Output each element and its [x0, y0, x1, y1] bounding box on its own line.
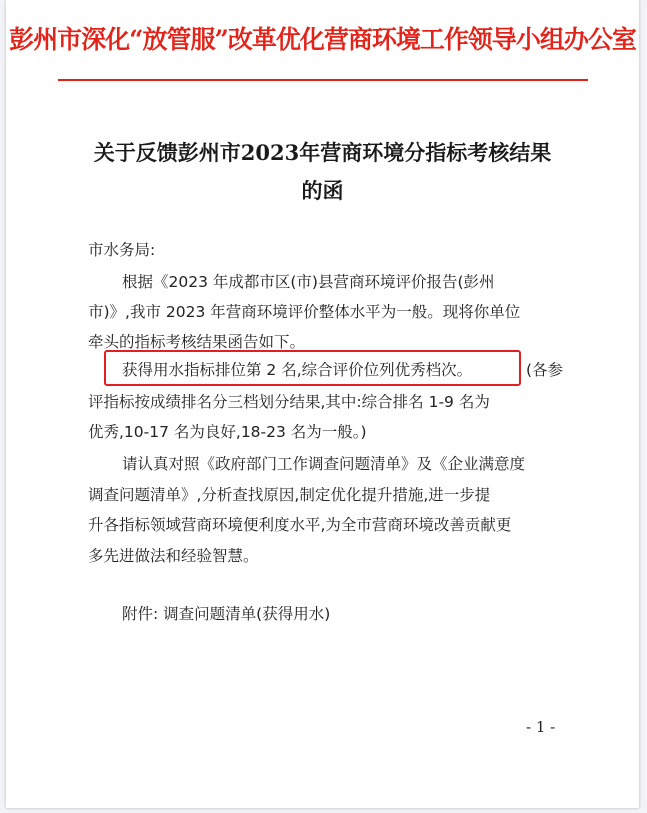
salutation: 市水务局: — [88, 241, 156, 259]
paragraph-3-line-3: 升各指标领域营商环境便利度水平,为全市营商环境改善贡献更 — [88, 516, 512, 534]
paragraph-1-line-1: 根据《2023 年成都市区(市)县营商环境评价报告(彭州 — [122, 273, 495, 291]
paragraph-2-line-2: 评指标按成绩排名分三档划分结果,其中:综合排名 1-9 名为 — [88, 393, 490, 411]
document-title-line-2: 的函 — [301, 178, 344, 203]
page-number: - 1 - — [526, 718, 556, 736]
document-title-line-1: 关于反馈彭州市2023年营商环境分指标考核结果 — [93, 140, 552, 165]
highlighted-result-text: 获得用水指标排位第 2 名,综合评价位列优秀档次。 — [122, 361, 473, 379]
paragraph-2-continuation: (各参 — [526, 361, 564, 379]
paragraph-1-line-3: 牵头的指标考核结果函告如下。 — [88, 333, 306, 351]
header-red-rule — [58, 79, 588, 81]
paragraph-2-line-3: 优秀,10-17 名为良好,18-23 名为一般。) — [88, 423, 367, 441]
paragraph-1-line-2: 市)》,我市 2023 年营商环境评价整体水平为一般。现将你单位 — [88, 303, 521, 321]
attachment-line: 附件: 调查问题清单(获得用水) — [122, 605, 331, 623]
paragraph-3-line-4: 多先进做法和经验智慧。 — [88, 547, 259, 565]
paragraph-3-line-1: 请认真对照《政府部门工作调查问题清单》及《企业满意度 — [122, 455, 526, 473]
document-page — [6, 0, 639, 808]
issuer-header: 彭州市深化“放管服”改革优化营商环境工作领导小组办公室 — [9, 25, 636, 54]
paragraph-3-line-2: 调查问题清单》,分析查找原因,制定优化提升措施,进一步提 — [88, 486, 491, 504]
